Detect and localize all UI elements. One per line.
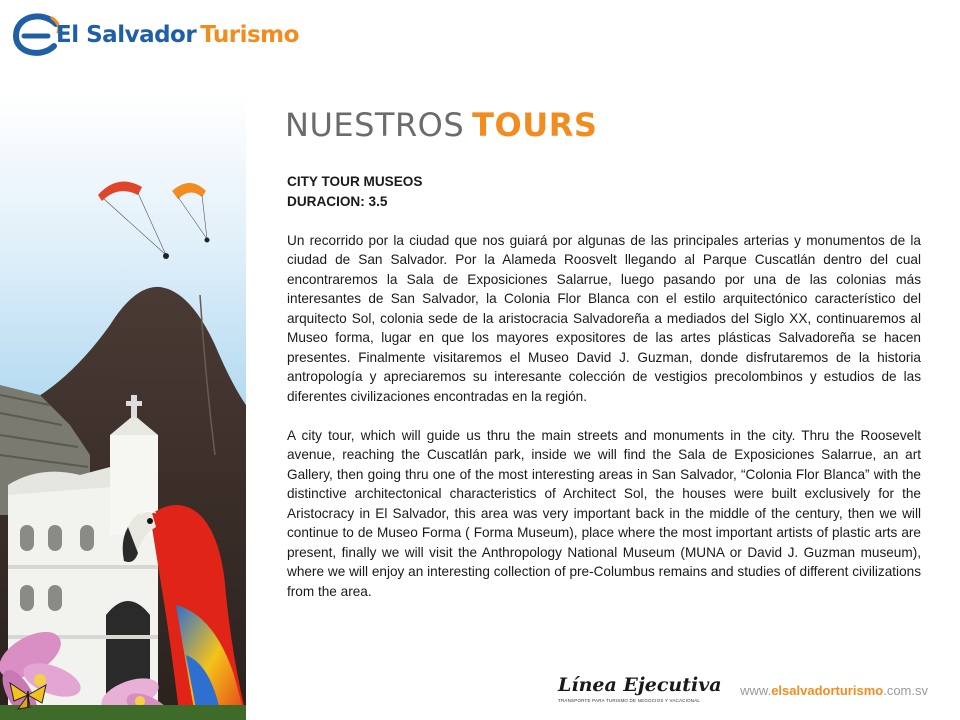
- title-part-2: TOURS: [472, 106, 598, 144]
- title-part-1: NUESTROS: [285, 106, 465, 144]
- logo-part-2: Turismo: [200, 22, 299, 48]
- collage-image: [0, 95, 246, 720]
- brand-name: Línea Ejecutiva: [558, 674, 722, 696]
- left-photo-collage: [0, 95, 246, 720]
- description-english: A city tour, which will guide us thru the main streets and monuments in the city. Thru the Roosevelt avenue, reaching the Cuscatlán park, inside we will find the Sala de Exposiciones Salarrue, an art Gallery, then going thru one of the most interesting areas in San Salvador, “Colonia Flor Blanca” with the distinctive architectonical characteristics of Architect Sol, the houses were built exclusively for the Aristocracy in El Salvador, this area was very important back in the middle of the century, then we will continue to de Museo Forma ( Forma Museum), place where the most important artists of plastic arts are present, finally we will visit the Anthropology National Museum (MUNA or David J. Guzman museum), where we will enjoy an interesting collection of pre-Columbus remains and studies of different civilizations from the area.: [287, 427, 921, 599]
- logo-swirl-icon: [12, 12, 62, 58]
- logo-part-1: El Salvador: [56, 22, 197, 48]
- brand-tagline: TRANSPORTE PARA TURISMO DE NEGOCIOS Y VACACIONAL: [558, 698, 701, 703]
- tour-content: [287, 172, 921, 601]
- website-suffix: .com.sv: [883, 683, 928, 698]
- page-title: [285, 106, 597, 144]
- tour-duration: DURACION: 3.5: [287, 193, 388, 209]
- site-logo[interactable]: [12, 10, 299, 60]
- website-domain: elsalvadorturismo: [771, 683, 884, 698]
- spacer: [287, 211, 921, 231]
- spacer: [287, 406, 921, 426]
- tour-name: CITY TOUR MUSEOS: [287, 174, 423, 189]
- website-prefix: www.: [740, 683, 772, 698]
- description-spanish: Un recorrido por la ciudad que nos guiará por algunas de las principales arterias y monumentos de la ciudad de San Salvador. Por la Alameda Roosvelt llegando al Parque Cuscatlán dentro del cual encontraremos la Sala de Exposiciones Salarrue, luego pasando por una de las colonias más interesantes de San Salvador, la Colonia Flor Blanca con el estilo arquitectónico característico del arquitecto Sol, colonia sede de la aristocracia Salvadoreña a mediados del Siglo XX, continuaremos al Museo forma, lugar en que los mayores expositores de las artes plásticas Salvadoreña se hacen presentes. Finalmente visitaremos el Museo David J. Guzman, donde disfrutaremos de la historia antropología y apreciaremos su interesante colección de vestigios precolombinos y estudios de las diferentes civilizaciones encontradas en la región.: [287, 232, 921, 404]
- website-link[interactable]: [740, 683, 928, 698]
- linea-ejecutiva-logo[interactable]: [556, 672, 722, 712]
- logo-text: [56, 22, 299, 48]
